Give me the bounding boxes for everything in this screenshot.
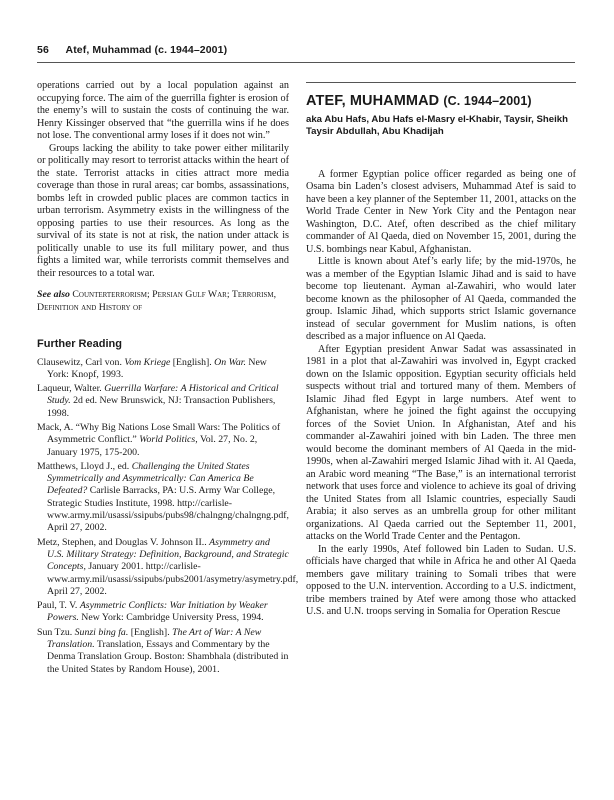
entry-rule <box>306 82 576 83</box>
right-column <box>306 80 576 619</box>
running-head <box>37 44 227 56</box>
reference-item: Laqueur, Walter. Guerrilla Warfare: A Historical and Critical Study. 2d ed. New Brunswick, NJ: Transaction Publishers, 1998. <box>37 383 279 419</box>
body-paragraph: Little is known about Atef’s early life; by the mid-1970s, he was a member of the Egyptian Islamic Jihad and is said to have become top lieutenant. Ayman al-Zawahiri, who would later become known as the philosopher of Al Qaeda, commanded the group. Islamic Jihad, which supports strict Islamic governance instead of secular government for Muslim nations, is often described as a major influence on Al Qaeda. <box>306 256 576 342</box>
reference-item: Clausewitz, Carl von. Vom Kriege [English]. On War. New York: Knopf, 1993. <box>37 356 267 380</box>
entry-aka: aka Abu Hafs, Abu Hafs el-Masry el-Khabir, Taysir, Sheikh Taysir Abdullah, Abu Khadijah <box>306 113 568 137</box>
entry-title <box>306 95 576 108</box>
entry-dates: (C. 1944–2001) <box>443 94 532 108</box>
reference-item: Matthews, Lloyd J., ed. Challenging the United States Symmetrically and Asymmetrically: Can America Be Defeated? Carlisle Barracks, PA: U.S. Army War College, Strategic Studies Institute, 1998. http://carlisle-www.army.mil/usassi/ssipubs/pubs98/chalngng/chalngng.pdf, April 27, 2002. <box>37 460 289 534</box>
header-rule <box>37 62 575 63</box>
body-paragraph: In the early 1990s, Atef followed bin Laden to Sudan. U.S. officials have charged that while in Africa he and other Al Qaeda members gave military training to Somali tribes that were opposed to the U.N. intervention. According to a U.S. indictment, tribe members trained by Atef were among those who attacked U.S. and U.N. troops serving in Somalia for Operation Rescue <box>306 543 576 617</box>
see-also-label: See also <box>37 289 70 300</box>
body-paragraph: Groups lacking the ability to take power either militarily or politically may resort to terrorist attacks within the heart of the state. Terrorist attacks in cities attract more media coverage than those in rural areas; car bombs, assassinations, bombs left in crowded public places are common tactics in urban terrorism. Asymmetry exists in the willingness of the opposing parties to use their resources. As long as the survival of its state is not at risk, the nation under attack is politically unable to use its full military power, and thus fights a limited war, while terrorists commit themselves and their resources to a total war. <box>37 142 289 279</box>
see-also-links[interactable]: Counterterrorism; Persian Gulf War; Terrorism, Definition and History of <box>37 289 277 313</box>
body-paragraph: A former Egyptian police officer regarded as being one of Osama bin Laden’s closest advisers, Muhammad Atef is said to have been a key planner of the September 11, 2001, attacks on the World Trade Center in New York City and the Pentagon near Washington, D.C. Atef, often described as the chief military commander of Al Qaeda, died on November 15, 2001, during the U.S. bombings near Kabul, Afghanistan. <box>306 168 576 255</box>
see-also <box>37 289 289 314</box>
page-number: 56 <box>37 44 49 56</box>
reference-item: Metz, Stephen, and Douglas V. Johnson II.. Asymmetry and U.S. Military Strategy: Definition, Background, and Strategic Concepts, January 2001. http://carlisle-www.army.mil/usassi/ssipubs/pubs2001/asymetry/asymetry.pdf, April 27, 2002. <box>37 536 299 597</box>
body-paragraph: operations carried out by a local population against an occupying force. The aim of the guerrilla fighter is erosion of the enemy’s will to sustain the costs of continuing the war. Henry Kissinger observed that “the guerrilla wins if he does not lose. The conventional army loses if it does not win.” <box>37 80 289 141</box>
left-column <box>37 80 299 678</box>
reference-item: Paul, T. V. Asymmetric Conflicts: War Initiation by Weaker Powers. New York: Cambridge University Press, 1994. <box>37 600 268 624</box>
further-reading-heading: Further Reading <box>37 338 122 350</box>
running-head-title: Atef, Muhammad (c. 1944–2001) <box>65 44 228 56</box>
entry-name: ATEF, MUHAMMAD <box>306 93 440 109</box>
reference-item: Sun Tzu. Sunzi bing fa. [English]. The Art of War: A New Translation. Translation, Essays and Commentary by the Denma Translation Group. Boston: Shambhala (distributed in the United States by Random House), 2001. <box>37 626 289 675</box>
body-paragraph: After Egyptian president Anwar Sadat was assassinated in 1981 in a plot that al-Zawahiri was involved in, Egypt cracked down on the Islamic opposition. Egyptian security officials held suspects without trial and tortured many of them. Members of Islamic Jihad fled Egypt in large numbers. Atef went to Afghanistan, where he joined the fight against the occupying forces of the Soviet Union. In Afghanistan, Atef and his commander al-Zawahiri joined with bin Laden. The three men would become the dominant members of Al Qaeda in the mid-1990s, when al-Zawahiri merged Islamic Jihad with it. Al Qaeda, an Arabic word meaning “The Base,” is an international terrorist network that uses force and violence to achieve its goal of driving the United States from all Islamic countries, especially Saudi Arabia; it also serves as an umbrella group for other militant organizations. Al Qaeda carried out the September 11, 2001, attacks on the World Trade Center and the Pentagon. <box>306 343 576 542</box>
reference-item: Mack, A. “Why Big Nations Lose Small Wars: The Politics of Asymmetric Conflict.” World Politics, Vol. 27, No. 2, January 1975, 175-200. <box>37 421 281 458</box>
